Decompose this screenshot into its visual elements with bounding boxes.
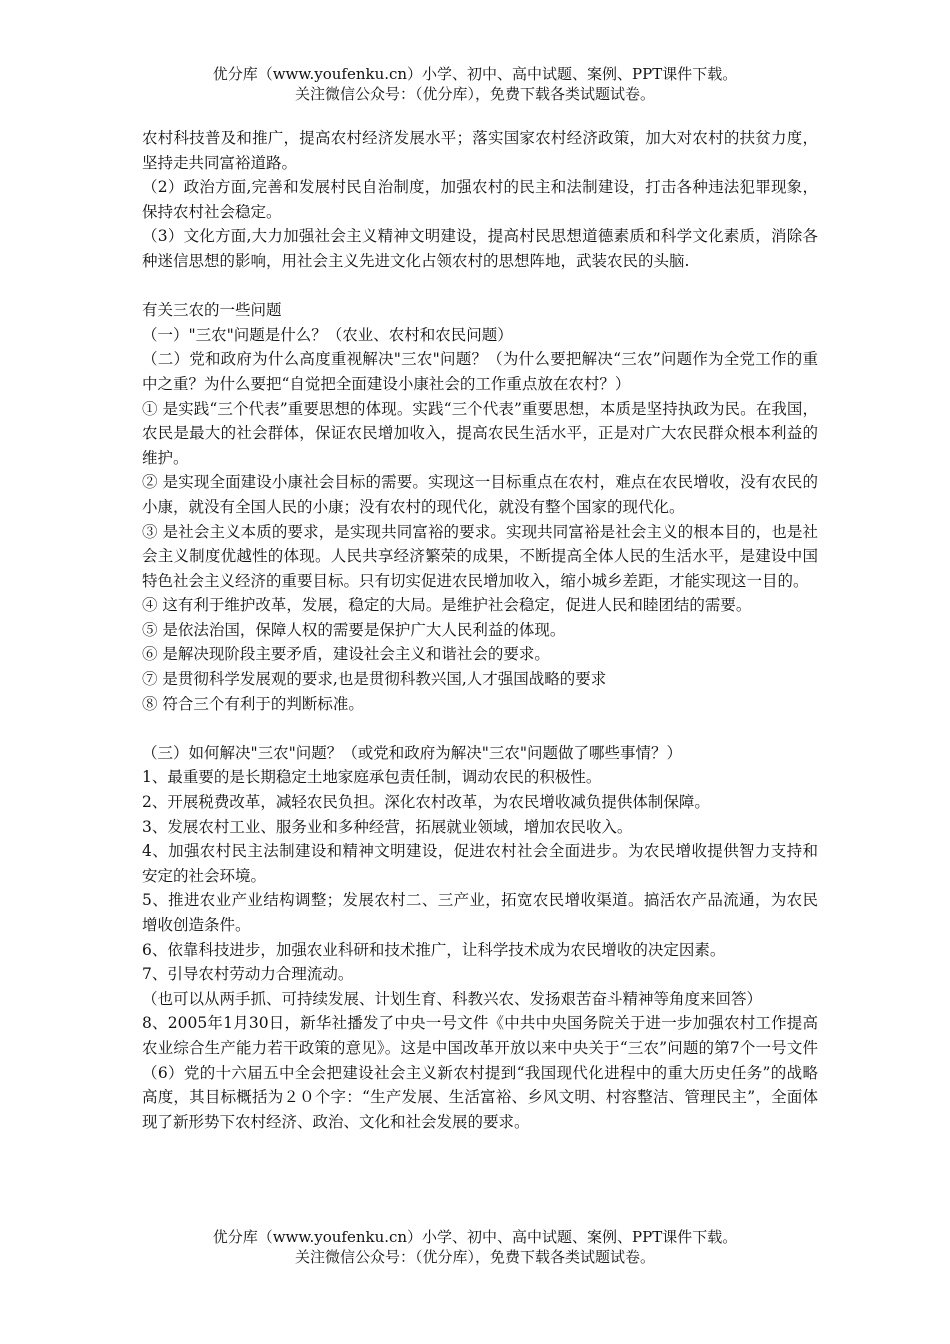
measure-1: 1、最重要的是长期稳定土地家庭承包责任制，调动农民的积极性。 [142,768,602,787]
intro-paragraph-2: （2）政治方面,完善和发展村民自治制度，加强农村的民主和法制建设，打击各种违法犯罪现象，保持农村社会稳定。 [142,178,818,221]
intro-paragraph-1: 农村科技普及和推广，提高农村经济发展水平；落实国家农村经济政策，加大对农村的扶贫力度，坚持走共同富裕道路。 [142,129,818,172]
reason-4: ④ 这有利于维护改革，发展，稳定的大局。是维护社会稳定，促进人民和睦团结的需要。 [142,596,752,615]
question-2: （二）党和政府为什么高度重视解决"三农"问题？（为什么要把解决“三农”问题作为全党工作的重中之重？为什么要把“自觉把全面建设小康社会的工作重点放在农村？） [142,350,818,393]
header-line-2: 关注微信公众号：（优分库），免费下载各类试题试卷。 [294,85,655,103]
paragraph-gap [142,274,818,299]
question-3: （三）如何解决"三农"问题？（或党和政府为解决"三农"问题做了哪些事情？） [142,743,683,762]
page-footer [0,1227,950,1267]
footer-line-2: 关注微信公众号：（优分库），免费下载各类试题试卷。 [294,1248,655,1266]
question-1: （一）"三农"问题是什么？（农业、农村和农民问题） [142,325,513,344]
measure-note: （也可以从两手抓、可持续发展、计划生育、科教兴农、发扬艰苦奋斗精神等角度来回答） [142,989,763,1008]
intro-paragraph-3: （3）文化方面,大力加强社会主义精神文明建设，提高村民思想道德素质和科学文化素质，消除各种迷信思想的影响，用社会主义先进文化占领农村的思想阵地，武装农民的头脑. [142,227,818,270]
reason-8: ⑧ 符合三个有利于的判断标准。 [142,694,364,713]
reason-1: ① 是实践“三个代表”重要思想的体现。实践“三个代表”重要思想，本质是坚持执政为民。在我国，农民是最大的社会群体，保证农民增加收入，提高农民生活水平，正是对广大农民群众根本利益的维护。 [142,399,818,467]
measure-7: 7、引导农村劳动力合理流动。 [142,965,354,984]
reason-2: ② 是实现全面建设小康社会目标的需要。实现这一目标重点在农村，难点在农民增收，没有农民的小康，就没有全国人民的小康；没有农村的现代化，就没有整个国家的现代化。 [142,473,818,516]
measure-3: 3、发展农村工业、服务业和多种经营，拓展就业领域，增加农民收入。 [142,817,633,836]
reason-6: ⑥ 是解决现阶段主要矛盾，建设社会主义和谐社会的要求。 [142,645,550,664]
section-title: 有关三农的一些问题 [142,301,282,320]
page-header [0,64,950,104]
reason-5: ⑤ 是依法治国，保障人权的需要是保护广大人民利益的体现。 [142,620,566,639]
measure-8: 8、2005年1月30日，新华社播发了中央一号文件《中共中央国务院关于进一步加强农村工作提高农业综合生产能力若干政策的意见》。这是中国改革开放以来中央关于“三农”问题的第7个一号文件（6）党的十六届五中全会把建设社会主义新农村提到“我国现代化进程中的重大历史任务”的战略高度，其目标概括为２０个字：“生产发展、生活富裕、乡风文明、村容整洁、管理民主”，全面体现了新形势下农村经济、政治、文化和社会发展的要求。 [142,1014,818,1131]
footer-line-1: 优分库（www.youfenku.cn）小学、初中、高中试题、案例、PPT课件下载。 [212,1228,738,1246]
measure-2: 2、开展税费改革，减轻农民负担。深化农村改革，为农民增收减负提供体制保障。 [142,793,710,812]
reason-7: ⑦ 是贯彻科学发展观的要求,也是贯彻科教兴国,人才强国战略的要求 [142,670,607,689]
paragraph-gap [142,716,818,741]
measure-5: 5、推进农业产业结构调整；发展农村二、三产业，拓宽农民增收渠道。搞活农产品流通，为农民增收创造条件。 [142,891,818,934]
measure-6: 6、依靠科技进步，加强农业科研和技术推广，让科学技术成为农民增收的决定因素。 [142,940,726,959]
header-line-1: 优分库（www.youfenku.cn）小学、初中、高中试题、案例、PPT课件下载。 [212,65,738,83]
document-body [142,126,818,1134]
reason-3: ③ 是社会主义本质的要求，是实现共同富裕的要求。实现共同富裕是社会主义的根本目的，也是社会主义制度优越性的体现。人民共享经济繁荣的成果，不断提高全体人民的生活水平，是建设中国特色社会主义经济的重要目标。只有切实促进农民增加收入，缩小城乡差距，才能实现这一目的。 [142,522,818,590]
measure-4: 4、加强农村民主法制建设和精神文明建设，促进农村社会全面进步。为农民增收提供智力支持和安定的社会环境。 [142,842,818,885]
